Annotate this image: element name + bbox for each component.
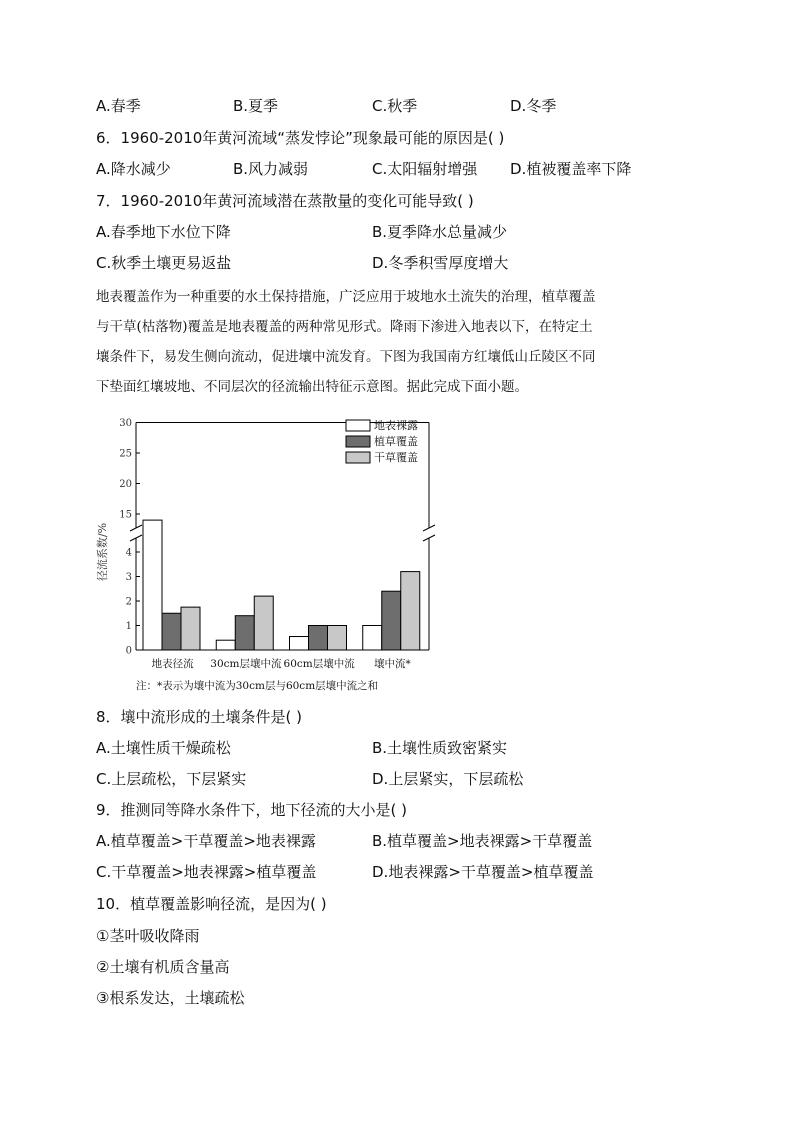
q7-stem: 7．1960-2010年黄河流域潜在蒸散量的变化可能导致( ) [96, 192, 474, 210]
q6-option-d: D.植被覆盖率下降 [510, 160, 632, 178]
legend-swatch [346, 452, 370, 463]
bar-2-1 [162, 613, 181, 650]
y-tick-label: 1 [125, 621, 132, 632]
chart-note: 注：*表示为壤中流为30cm层与60cm层壤中流之和 [136, 680, 379, 692]
bar-2-4 [382, 591, 401, 650]
bar-1-4 [363, 626, 382, 651]
q7-option-a: A.春季地下水位下降 [96, 223, 231, 241]
bar-3-2 [254, 596, 273, 650]
q9-option-c: C.干草覆盖>地表裸露>植草覆盖 [96, 863, 317, 881]
x-tick-label: 60cm层壤中流 [283, 658, 355, 670]
q7-option-c: C.秋季土壤更易返盐 [96, 254, 232, 272]
q8-option-c: C.上层疏松，下层紧实 [96, 770, 247, 788]
q8-stem: 8．壤中流形成的土壤条件是( ) [96, 708, 303, 726]
legend-swatch [346, 436, 370, 447]
q6-option-a: A.降水减少 [96, 160, 171, 178]
bar-3-3 [328, 626, 347, 651]
y-tick-label: 2 [125, 596, 132, 608]
passage-line: 下垫面红壤坡地、不同层次的径流输出特征示意图。据此完成下面小题。 [96, 379, 528, 395]
bar-2-2 [235, 616, 254, 650]
legend-swatch [346, 420, 370, 431]
q5-option-d: D.冬季 [510, 97, 557, 115]
q7-option-d: D.冬季积雪厚度增大 [372, 254, 509, 272]
y-tick-label: 15 [119, 509, 132, 521]
q8-option-a: A.土壤性质干燥疏松 [96, 739, 231, 757]
bar-3-4 [401, 572, 420, 650]
legend-label: 植草覆盖 [374, 435, 418, 448]
q6-option-b: B.风力减弱 [233, 160, 309, 178]
y-axis-title: 径流系数/% [96, 522, 109, 582]
y-tick-label: 30 [119, 418, 132, 429]
passage [96, 282, 708, 402]
q9-option-b: B.植草覆盖>地表裸露>干草覆盖 [372, 832, 593, 850]
q8-option-d: D.上层紧实，下层疏松 [372, 770, 524, 788]
q6-stem: 6．1960-2010年黄河流域“蒸发悖论”现象最可能的原因是( ) [96, 129, 505, 147]
q6-option-c: C.太阳辐射增强 [372, 160, 478, 178]
q5-option-a: A.春季 [96, 97, 141, 115]
q5-option-b: B.夏季 [233, 97, 279, 115]
x-tick-label: 30cm层壤中流 [210, 658, 282, 670]
q9-option-d: D.地表裸露>干草覆盖>植草覆盖 [372, 863, 594, 881]
q10-item-3: ③根系发达，土壤疏松 [96, 989, 245, 1007]
y-tick-label: 0 [125, 645, 132, 657]
y-tick-label: 20 [119, 479, 132, 490]
bar-1-2 [216, 640, 235, 650]
bar-1-1 [143, 520, 162, 650]
q9-option-a: A.植草覆盖>干草覆盖>地表裸露 [96, 832, 316, 850]
legend-label: 干草覆盖 [374, 451, 418, 464]
q10-item-2: ②土壤有机质含量高 [96, 958, 230, 976]
y-tick-label: 3 [125, 572, 132, 583]
x-tick-label: 地表径流 [151, 658, 194, 670]
bar-3-1 [181, 607, 200, 650]
q9-stem: 9．推测同等降水条件下，地下径流的大小是( ) [96, 801, 408, 819]
legend-label: 地表裸露 [374, 419, 418, 432]
q10-item-1: ①茎叶吸收降雨 [96, 927, 200, 945]
y-tick-label: 4 [125, 547, 132, 559]
x-tick-label: 壤中流* [374, 658, 411, 670]
q7-option-b: B.夏季降水总量减少 [372, 223, 508, 241]
passage-line: 与干草(枯落物)覆盖是地表覆盖的两种常见形式。降雨下渗进入地表以下，在特定土 [96, 319, 593, 335]
y-tick-label: 25 [119, 448, 132, 460]
bar-2-3 [309, 626, 328, 651]
q5-option-c: C.秋季 [372, 97, 418, 115]
runoff-bar-chart [96, 412, 446, 697]
q8-option-b: B.土壤性质致密紧实 [372, 739, 508, 757]
bar-1-3 [290, 637, 309, 650]
q10-stem: 10．植草覆盖影响径流，是因为( ) [96, 895, 327, 913]
passage-line: 地表覆盖作为一种重要的水土保持措施，广泛应用于坡地水土流失的治理，植草覆盖 [96, 289, 596, 305]
passage-line: 壤条件下，易发生侧向流动，促进壤中流发育。下图为我国南方红壤低山丘陵区不同 [96, 349, 596, 365]
